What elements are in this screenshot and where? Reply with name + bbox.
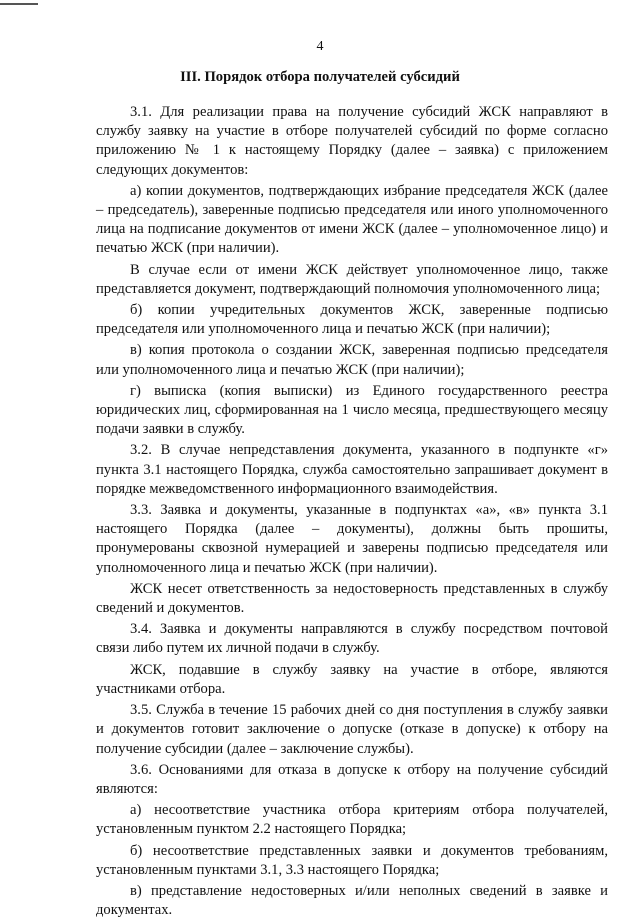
paragraph-3-1-a: а) копии документов, подтверждающих избрание председателя ЖСК (далее – председатель), заверенные подписью председателя или иного уполномоченного лица на подписание документов от имени ЖСК (далее – уполномоченное лицо) и печатью ЖСК (при наличии). <box>96 182 608 257</box>
paragraph-3-6: 3.6. Основаниями для отказа в допуске к отбору на получение субсидий являются: <box>96 761 608 797</box>
paragraph-authorized-person: В случае если от имени ЖСК действует уполномоченное лицо, также представляется документ, подтверждающий полномочия уполномоченного лица; <box>96 261 608 297</box>
paragraph-3-1-v: в) копия протокола о создании ЖСК, заверенная подписью председателя или уполномоченного лица и печатью ЖСК (при наличии); <box>96 342 608 378</box>
paragraph-participants: ЖСК, подавшие в службу заявку на участие в отборе, являются участниками отбора. <box>96 661 608 697</box>
paragraph-3-6-a: а) несоответствие участника отбора критериям отбора получателей, установленным пунктом 2.2 настоящего Порядка; <box>96 802 608 838</box>
paragraph-3-2: 3.2. В случае непредставления документа, указанного в подпункте «г» пункта 3.1 настоящего Порядка, служба самостоятельно запрашивает документ в порядке межведомственного информационного взаимодействия. <box>96 442 608 497</box>
paragraph-3-3: 3.3. Заявка и документы, указанные в подпунктах «а», «в» пункта 3.1 настоящего Порядка (далее – документы), должны быть прошиты, пронумерованы сквозной нумерацией и заверены подписью председателя или уполномоченного лица и печатью ЖСК (при наличии). <box>96 502 608 576</box>
document-body <box>96 103 608 920</box>
paragraph-3-1-b: б) копии учредительных документов ЖСК, заверенные подписью председателя или уполномоченного лица и печатью ЖСК (при наличии); <box>96 302 608 338</box>
paragraph-3-1: 3.1. Для реализации права на получение субсидий ЖСК направляют в службу заявку на участие в отборе получателей субсидий по форме согласно приложению № 1 к настоящему Порядку (далее – заявка) с приложением следующих документов: <box>96 104 608 178</box>
paragraph-3-1-g: г) выписка (копия выписки) из Единого государственного реестра юридических лиц, сформированная на 1 число месяца, предшествующего месяцу подачи заявки в службу. <box>96 382 608 438</box>
corner-mark <box>0 0 38 5</box>
section-heading: III. Порядок отбора получателей субсидий <box>180 69 460 85</box>
paragraph-3-4: 3.4. Заявка и документы направляются в службу посредством почтовой связи либо путем их личной подачи в службу. <box>96 621 608 657</box>
page-number: 4 <box>316 39 324 54</box>
paragraph-responsibility: ЖСК несет ответственность за недостоверность представленных в службу сведений и документов. <box>96 580 608 617</box>
paragraph-3-5: 3.5. Служба в течение 15 рабочих дней со дня поступления в службу заявки и документов готовит заключение о допуске (отказе в допуске) к отбору на получение субсидии (далее – заключение службы). <box>96 702 608 757</box>
paragraph-3-6-b: б) несоответствие представленных заявки и документов требованиям, установленным пунктами 3.1, 3.3 настоящего Порядка; <box>96 842 608 878</box>
paragraph-3-6-v: в) представление недостоверных и/или неполных сведений в заявке и документах. <box>96 882 608 919</box>
